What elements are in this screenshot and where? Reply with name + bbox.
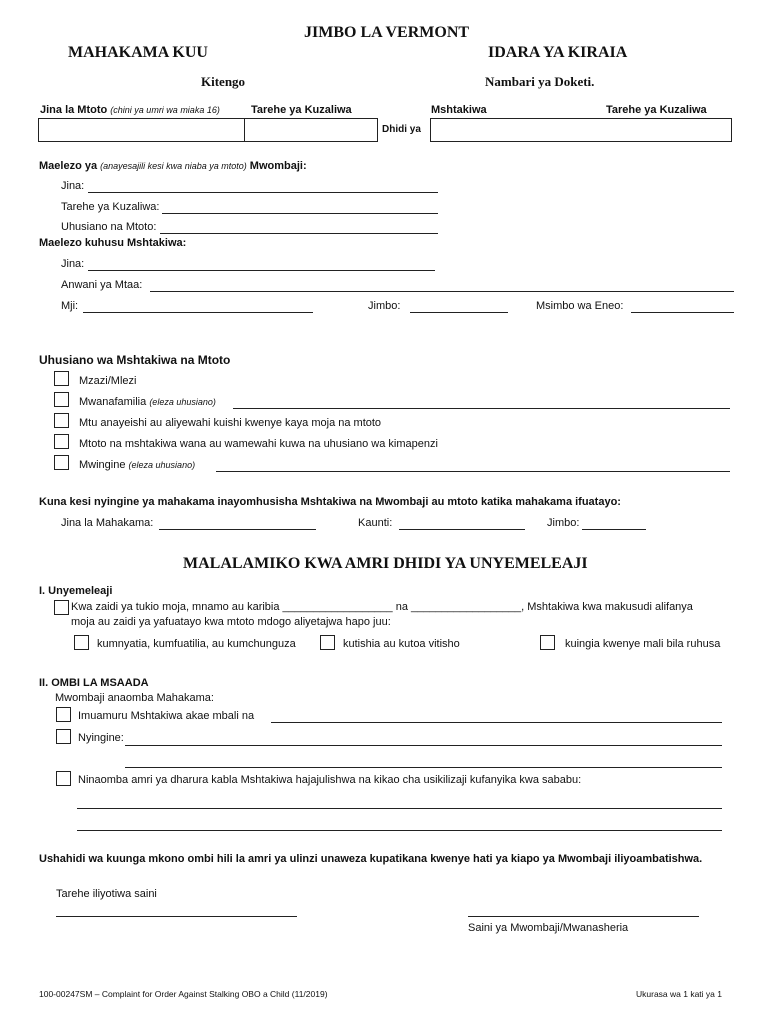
child-name-label: Jina la Mtoto bbox=[40, 104, 108, 116]
stalking-text-a: Kwa zaidi ya tukio moja, mnamo au karibia __________________ na __________________, Mshtakiwa kwa makusudi alifanya bbox=[71, 601, 693, 613]
other-relief-field-2[interactable] bbox=[125, 767, 722, 768]
plaintiff-name-label: Jina: bbox=[61, 180, 85, 192]
relationship-label-household: Mtu anayeishi au aliyewahi kuishi kwenye kaya moja na mtoto bbox=[79, 417, 382, 429]
relationship-checkbox-family[interactable] bbox=[54, 392, 69, 407]
relationship-checkbox-parent[interactable] bbox=[54, 371, 69, 386]
versus-label: Dhidi ya bbox=[382, 124, 421, 135]
emergency-reason-field-2[interactable] bbox=[77, 830, 722, 831]
defendant-zip-field[interactable] bbox=[631, 312, 734, 313]
child-name-note: (chini ya umri wa miaka 16) bbox=[110, 105, 220, 115]
page-number: Ukurasa wa 1 kati ya 1 bbox=[636, 989, 722, 999]
relationship-heading: Uhusiano wa Mshtakiwa na Mtoto bbox=[39, 353, 231, 367]
other-court-label: Jina la Mahakama: bbox=[61, 517, 154, 529]
stalking-text-b: moja au zaidi ya yafuatayo kwa mtoto mdogo aliyetajwa hapo juu: bbox=[71, 616, 391, 628]
relief-label-stay-away: Imuamuru Mshtakiwa akae mbali na bbox=[78, 710, 255, 722]
date-signed-field[interactable] bbox=[56, 916, 297, 917]
relationship-checkbox-dating[interactable] bbox=[54, 434, 69, 449]
defendant-dob-input[interactable] bbox=[606, 120, 732, 140]
stalking-checkbox[interactable] bbox=[54, 600, 69, 615]
relationship-label-dating: Mtoto na mshtakiwa wana au wamewahi kuwa na uhusiano wa kimapenzi bbox=[79, 438, 438, 450]
stay-away-field[interactable] bbox=[271, 722, 722, 723]
defendant-state-label: Jimbo: bbox=[368, 300, 401, 312]
plaintiff-relation-label: Uhusiano na Mtoto: bbox=[61, 221, 157, 233]
stalking-label-follow: kumnyatia, kumfuatilia, au kumchunguza bbox=[97, 638, 296, 650]
defendant-name-label: Jina: bbox=[61, 258, 85, 270]
stalking-label-threat: kutishia au kutoa vitisho bbox=[343, 638, 460, 650]
other-county-label: Kaunti: bbox=[358, 517, 393, 529]
defendant-city-field[interactable] bbox=[83, 312, 313, 313]
evidence-statement: Ushahidi wa kuunga mkono ombi hili la amri ya ulinzi unaweza kupatikana kwenye hati ya kiapo ya Mwombaji iliyoambatishwa. bbox=[39, 853, 703, 865]
section1-heading: I. Unyemeleaji bbox=[39, 585, 113, 597]
relationship-checkbox-other[interactable] bbox=[54, 455, 69, 470]
plaintiff-name-field[interactable] bbox=[88, 192, 438, 193]
relief-checkbox-other[interactable] bbox=[56, 729, 71, 744]
relief-intro: Mwombaji anaomba Mahakama: bbox=[55, 692, 214, 704]
relationship-label-parent: Mzazi/Mlezi bbox=[79, 375, 137, 387]
dob-header-2: Tarehe ya Kuzaliwa bbox=[606, 104, 707, 116]
stalking-label-trespass: kuingia kwenye mali bila ruhusa bbox=[565, 638, 721, 650]
court-title: MAHAKAMA KUU bbox=[68, 44, 208, 61]
other-county-field[interactable] bbox=[399, 529, 525, 530]
emergency-reason-field-1[interactable] bbox=[77, 808, 722, 809]
date-signed-label: Tarehe iliyotiwa saini bbox=[56, 888, 157, 900]
stalking-checkbox-threat[interactable] bbox=[320, 635, 335, 650]
plaintiff-relation-field[interactable] bbox=[160, 233, 438, 234]
relationship-label-family: Mwanafamilia (eleza uhusiano) bbox=[79, 396, 216, 408]
stalking-checkbox-follow[interactable] bbox=[74, 635, 89, 650]
state-title: JIMBO LA VERMONT bbox=[304, 24, 470, 41]
relief-label-other: Nyingine: bbox=[78, 732, 124, 744]
other-state-field[interactable] bbox=[582, 529, 646, 530]
plaintiff-heading: Maelezo ya (anayesajili kesi kwa niaba ya mtoto) Mwombaji: bbox=[39, 160, 307, 172]
relationship-checkbox-household[interactable] bbox=[54, 413, 69, 428]
defendant-heading: Maelezo kuhusu Mshtakiwa: bbox=[39, 237, 187, 249]
signature-field[interactable] bbox=[468, 916, 699, 917]
defendant-city-label: Mji: bbox=[61, 300, 79, 312]
relief-checkbox-stay-away[interactable] bbox=[56, 707, 71, 722]
defendant-address-field[interactable] bbox=[150, 291, 734, 292]
other-court-field[interactable] bbox=[159, 529, 316, 530]
relief-label-emergency: Ninaomba amri ya dharura kabla Mshtakiwa hajajulishwa na kikao cha usikilizaji kufanyika kwa sababu: bbox=[78, 774, 582, 786]
other-relief-field-1[interactable] bbox=[125, 745, 722, 746]
child-name-input[interactable] bbox=[40, 120, 244, 140]
section2-heading: II. OMBI LA MSAADA bbox=[39, 677, 149, 689]
defendant-zip-label: Msimbo wa Eneo: bbox=[536, 300, 624, 312]
defendant-name-input[interactable] bbox=[433, 120, 607, 140]
dob-header-1: Tarehe ya Kuzaliwa bbox=[251, 104, 352, 116]
complaint-title: MALALAMIKO KWA AMRI DHIDI YA UNYEMELEAJI bbox=[183, 555, 588, 572]
division-title: IDARA YA KIRAIA bbox=[488, 44, 628, 61]
defendant-state-field[interactable] bbox=[410, 312, 508, 313]
family-relation-field[interactable] bbox=[233, 408, 730, 409]
other-cases-heading: Kuna kesi nyingine ya mahakama inayomhusisha Mshtakiwa na Mwombaji au mtoto katika mahakama ifuatayo: bbox=[39, 496, 621, 508]
plaintiff-dob-label: Tarehe ya Kuzaliwa: bbox=[61, 201, 160, 213]
relief-checkbox-emergency[interactable] bbox=[56, 771, 71, 786]
defendant-header: Mshtakiwa bbox=[431, 104, 487, 116]
docket-label: Nambari ya Doketi. bbox=[485, 74, 595, 89]
signature-label: Saini ya Mwombaji/Mwanasheria bbox=[468, 922, 629, 934]
unit-label: Kitengo bbox=[201, 74, 246, 89]
other-state-label: Jimbo: bbox=[547, 517, 580, 529]
child-dob-input[interactable] bbox=[247, 120, 378, 140]
defendant-name-field[interactable] bbox=[88, 270, 435, 271]
child-name-header bbox=[40, 104, 220, 116]
defendant-address-label: Anwani ya Mtaa: bbox=[61, 279, 143, 291]
plaintiff-dob-field[interactable] bbox=[162, 213, 438, 214]
other-relation-field[interactable] bbox=[216, 471, 730, 472]
form-id: 100-00247SM – Complaint for Order Against Stalking OBO a Child (11/2019) bbox=[39, 989, 328, 999]
relationship-label-other: Mwingine (eleza uhusiano) bbox=[79, 459, 196, 471]
stalking-checkbox-trespass[interactable] bbox=[540, 635, 555, 650]
